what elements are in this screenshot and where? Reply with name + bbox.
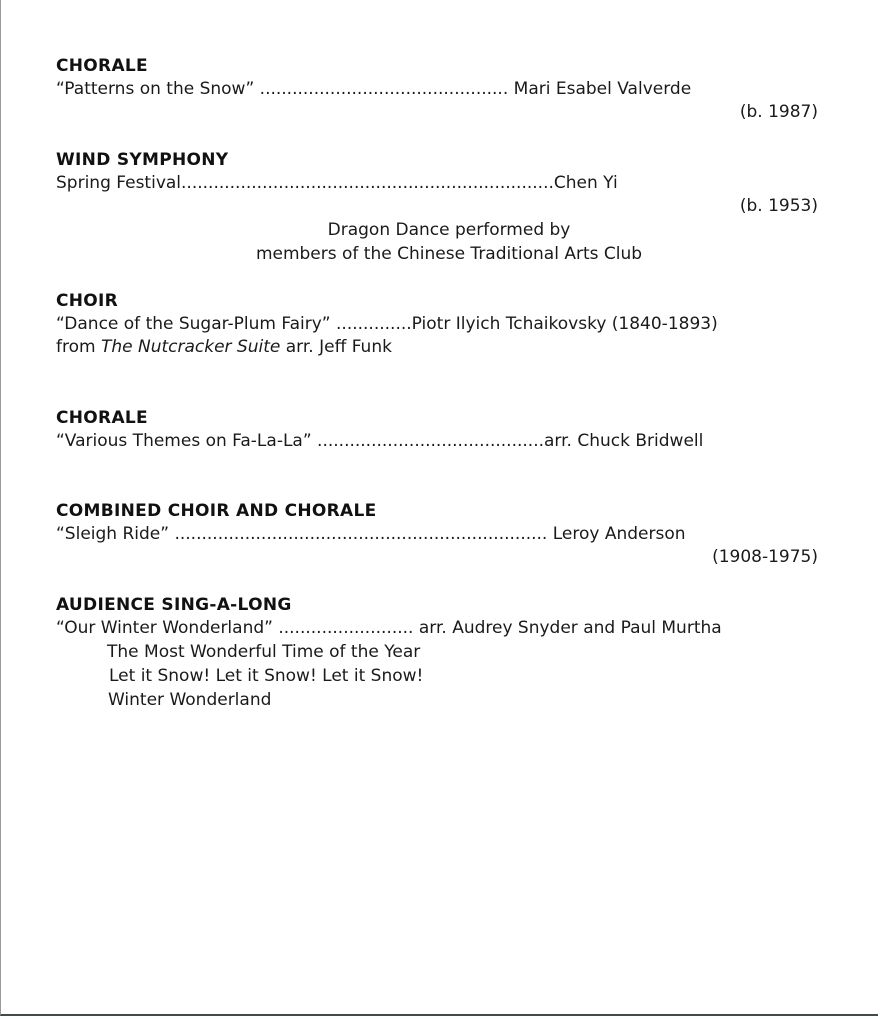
section-heading: CHORALE <box>56 408 148 428</box>
performance-note: Dragon Dance performed by <box>327 220 571 240</box>
performance-note: members of the Chinese Traditional Arts Club <box>255 244 643 264</box>
section-heading: CHORALE <box>56 56 148 76</box>
section-sing-along <box>56 593 818 712</box>
section-heading: COMBINED CHOIR AND CHORALE <box>56 501 377 521</box>
arranger-credit: arr. Jeff Funk <box>280 337 392 357</box>
section-heading: WIND SYMPHONY <box>56 150 229 170</box>
section-chorale-1 <box>56 54 818 124</box>
source-prefix: from <box>56 337 101 357</box>
composer-dates: (b. 1987) <box>739 102 818 122</box>
section-choir <box>56 289 818 359</box>
program-entry: “Patterns on the Snow” .............................................. Mari Esabel Valverde <box>56 79 692 99</box>
program-entry: “Sleigh Ride” ..................................................................... Leroy Anderson <box>56 524 686 544</box>
program-entry: “Dance of the Sugar-Plum Fairy” ..............Piotr Ilyich Tchaikovsky (1840-1893) <box>56 314 718 334</box>
song-item: Winter Wonderland <box>108 690 272 710</box>
composer-dates: (1908-1975) <box>712 547 818 567</box>
source-line <box>56 336 818 359</box>
section-combined <box>56 499 818 569</box>
program-entry: Spring Festival.....................................................................Chen Yi <box>56 173 618 193</box>
section-chorale-2 <box>56 406 818 453</box>
section-heading: CHOIR <box>56 291 119 311</box>
section-wind-symphony <box>56 148 818 266</box>
source-work-title: The Nutcracker Suite <box>100 337 281 357</box>
song-item: The Most Wonderful Time of the Year <box>107 642 421 662</box>
section-heading: AUDIENCE SING-A-LONG <box>56 595 292 615</box>
composer-dates: (b. 1953) <box>739 196 818 216</box>
song-item: Let it Snow! Let it Snow! Let it Snow! <box>109 666 424 686</box>
program-entry: “Our Winter Wonderland” ......................... arr. Audrey Snyder and Paul Murtha <box>56 618 722 638</box>
program-entry: “Various Themes on Fa-La-La” ..........................................arr. Chuck Bridwell <box>56 431 704 451</box>
